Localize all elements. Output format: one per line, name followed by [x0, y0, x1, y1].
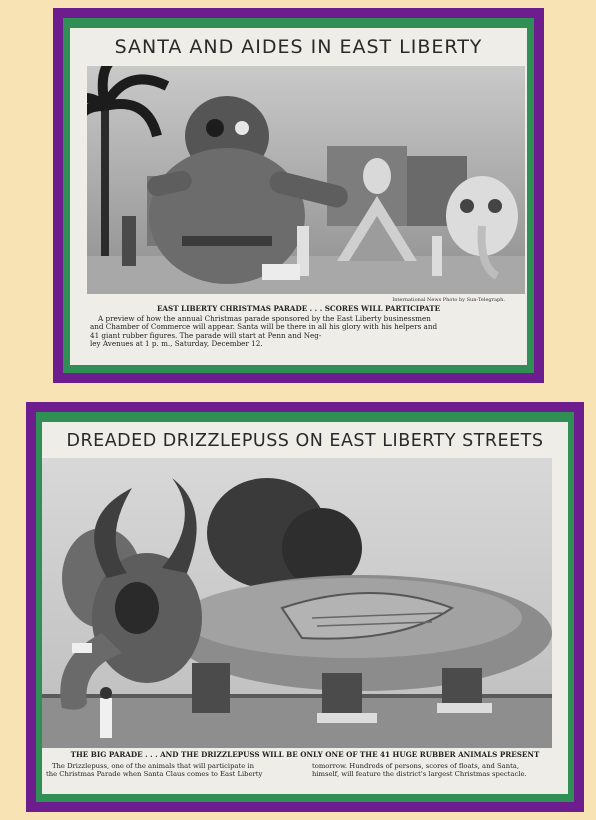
- top-clipping: [70, 28, 527, 365]
- top-clipping-frame: [53, 8, 544, 383]
- bottom-caption-line: the Christmas Parade when Santa Claus comes to East Liberty: [46, 770, 263, 779]
- bottom-caption-line: The Drizzlepuss, one of the animals that will participate in: [52, 762, 254, 770]
- bottom-clipping: [42, 422, 568, 794]
- top-headline: SANTA AND AIDES IN EAST LIBERTY: [114, 36, 483, 58]
- top-photo: [87, 66, 525, 294]
- bottom-photo: [42, 458, 552, 748]
- bottom-caption-left: [46, 762, 302, 778]
- top-photo-credit: International News Photo by Sun-Telegraph.: [392, 297, 505, 303]
- bottom-caption-right: [312, 762, 564, 778]
- bottom-caption-line: tomorrow. Hundreds of persons, scores of floats, and Santa,: [312, 762, 520, 770]
- top-caption-line: 41 giant rubber figures. The parade will start at Penn and Neg-: [90, 330, 322, 340]
- bottom-headline: DREADED DRIZZLEPUSS ON EAST LIBERTY STREETS: [66, 431, 544, 451]
- bottom-caption-title: THE BIG PARADE . . . AND THE DRIZZLEPUSS WILL BE ONLY ONE OF THE 41 HUGE RUBBER ANIMALS PRESENT: [70, 750, 540, 759]
- bottom-caption-line: himself, will feature the district's largest Christmas spectacle.: [312, 770, 527, 779]
- top-caption-body: [90, 315, 522, 349]
- drizzlepuss-image: [42, 458, 552, 748]
- parade-balloons-image: [87, 66, 525, 294]
- top-caption-line: A preview of how the annual Christmas parade sponsored by the East Liberty businessmen: [98, 314, 431, 323]
- top-caption-line: and Chamber of Commerce will appear. Santa will be there in all his glory with his helpers and: [90, 322, 438, 332]
- bottom-clipping-frame: [26, 402, 584, 812]
- top-caption-line: ley Avenues at 1 p. m., Saturday, December 12.: [90, 339, 263, 349]
- top-caption-title: EAST LIBERTY CHRISTMAS PARADE . . . SCORES WILL PARTICIPATE: [156, 304, 441, 313]
